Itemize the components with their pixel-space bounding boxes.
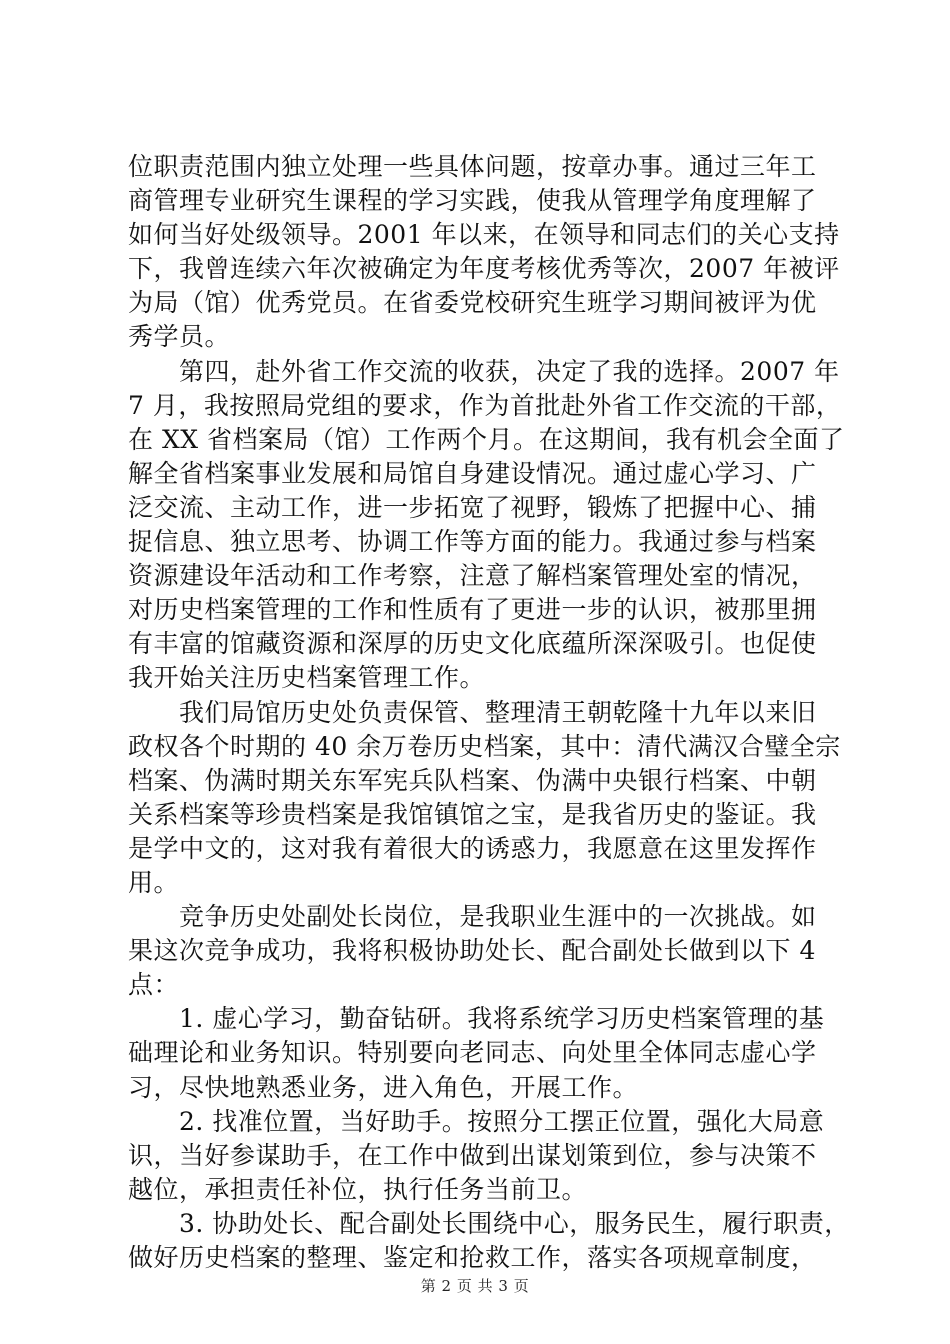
text-line: 有丰富的馆藏资源和深厚的历史文化底蕴所深深吸引。也促使: [128, 629, 817, 659]
text-line: 础理论和业务知识。特别要向老同志、向处里全体同志虚心学: [128, 1038, 817, 1068]
text-line: 解全省档案事业发展和局馆自身建设情况。通过虚心学习、广: [128, 458, 817, 488]
text-line: 捉信息、独立思考、协调工作等方面的能力。我通过参与档案: [128, 527, 817, 557]
text-line: 用。: [128, 867, 180, 897]
text-line: 第四，赴外省工作交流的收获，决定了我的选择。2007 年: [128, 356, 840, 386]
text-line: 7 月，我按照局党组的要求，作为首批赴外省工作交流的干部，: [128, 390, 842, 420]
text-line: 下，我曾连续六年次被确定为年度考核优秀等次，2007 年被评: [128, 254, 840, 284]
text-line: 1. 虚心学习，勤奋钻研。我将系统学习历史档案管理的基: [128, 1004, 825, 1034]
text-line: 为局（馆）优秀党员。在省委党校研究生班学习期间被评为优: [128, 288, 817, 318]
text-line: 竞争历史处副处长岗位，是我职业生涯中的一次挑战。如: [128, 902, 817, 932]
text-line: 是学中文的，这对我有着很大的诱惑力，我愿意在这里发挥作: [128, 833, 817, 863]
text-line: 关系档案等珍贵档案是我馆镇馆之宝，是我省历史的鉴证。我: [128, 799, 817, 829]
text-line: 我们局馆历史处负责保管、整理清王朝乾隆十九年以来旧: [128, 697, 817, 727]
page-number-footer: 第 2 页 共 3 页: [420, 1277, 530, 1295]
text-line: 档案、伪满时期关东军宪兵队档案、伪满中央银行档案、中朝: [128, 765, 817, 795]
text-line: 商管理专业研究生课程的学习实践，使我从管理学角度理解了: [128, 186, 817, 216]
text-line: 果这次竞争成功，我将积极协助处长、配合副处长做到以下 4: [128, 936, 816, 966]
text-line: 如何当好处级领导。2001 年以来，在领导和同志们的关心支持: [128, 220, 840, 250]
text-line: 政权各个时期的 40 余万卷历史档案，其中：清代满汉合璧全宗: [128, 731, 841, 761]
text-line: 对历史档案管理的工作和性质有了更进一步的认识，被那里拥: [128, 595, 817, 625]
text-line: 我开始关注历史档案管理工作。: [128, 663, 486, 693]
text-line: 资源建设年活动和工作考察，注意了解档案管理处室的情况，: [128, 561, 817, 591]
body-text: [128, 150, 850, 1275]
text-line: 识，当好参谋助手，在工作中做到出谋划策到位，参与决策不: [128, 1140, 817, 1170]
text-line: 点：: [128, 970, 180, 1000]
text-line: 位职责范围内独立处理一些具体问题，按章办事。通过三年工: [128, 152, 817, 181]
text-line: 秀学员。: [128, 322, 231, 352]
text-line: 3. 协助处长、配合副处长围绕中心，服务民生，履行职责，: [128, 1208, 850, 1238]
text-line: 在 XX 省档案局（馆）工作两个月。在这期间，我有机会全面了: [128, 424, 845, 454]
text-line: 越位，承担责任补位，执行任务当前卫。: [128, 1174, 588, 1204]
text-line: 泛交流、主动工作，进一步拓宽了视野，锻炼了把握中心、捕: [128, 492, 817, 522]
text-line: 做好历史档案的整理、鉴定和抢救工作，落实各项规章制度，: [128, 1243, 817, 1272]
text-line: 2. 找准位置，当好助手。按照分工摆正位置，强化大局意: [128, 1106, 825, 1136]
text-line: 习，尽快地熟悉业务，进入角色，开展工作。: [128, 1072, 639, 1102]
